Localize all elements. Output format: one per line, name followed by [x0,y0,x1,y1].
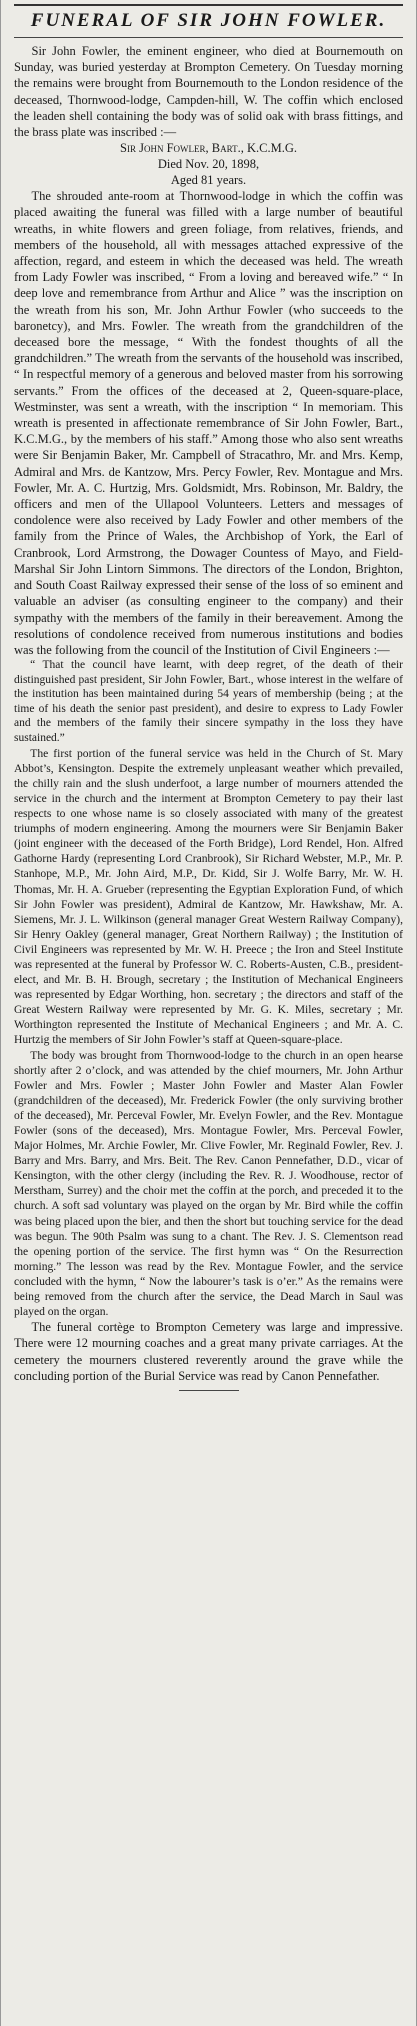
paragraph-cortege: The funeral cortège to Brompton Cemetery was large and impressive. There were 12 mourning coaches and a great many private carriages. At the cemetery the mourners clustered reverently around the grave while the concluding portion of the Burial Service was read by Canon Pennefather. [14,1320,403,1383]
paragraph-resolution: “ That the council have learnt, with deep regret, of the death of their distinguished past president, Sir John Fowler, Bart., whose interest in the welfare of the institution has been maintained during 54 years of membership (being ; at the time of his death the senior past president), and desire to express to Lady Fowler and the members of the family their sincere sympathy in the loss they have sustained.” [14,659,403,745]
top-rule [14,4,403,6]
article-title: FUNERAL OF SIR JOHN FOWLER. [30,10,387,31]
paragraph-wreaths: The shrouded ante-room at Thornwood-lodge in which the coffin was placed awaiting the funeral was filled with a large number of beautiful wreaths, in white flowers and green foliage, from relatives, friends, and members of the household, all with messages attached expressive of the affection, regard, and esteem in which the deceased was held. The wreath from Lady Fowler was inscribed, “ From a loving and bereaved wife.” “ In deep love and remembrance from Arthur and Alice ” was the inscription on the wreath from his son, Mr. John Arthur Fowler (who succeeds to the baronetcy), and Mrs. Fowler. The wreath from the grandchildren of the deceased bore the message, “ With the fondest thoughts of all the grandchildren.” The wreath from the servants of the household was inscribed, “ In respectful memory of a generous and beloved master from his sorrowing servants.” From the offices of the deceased at 2, Queen-square-place, Westminster, was sent a wreath, with the inscription “ In memoriam. This wreath is presented in affectionate remembrance of Sir John Fowler, Bart., K.C.M.G., by the members of his staff.” Among those who also sent wreaths were Sir Benjamin Baker, Mr. Campbell of Stracathro, Mr. and Mrs. Kemp, Admiral and Mrs. de Kantzow, Mrs. Percy Fowler, Rev. Montague and Mrs. Fowler, Mr. A. C. Hurtzig, Mrs. Goldsmidt, Mrs. Robinson, Mr. Baldry, the officers and men of the Ullapool Volunteers. Letters and messages of condolence were also received by Lady Fowler and other members of the family from the Prince of Wales, the Archbishop of York, the Earl of Cranbrook, Lord Armstrong, the Dowager Countess of Mayo, and Field-Marshal Sir John Lintorn Simmons. The directors of the London, Brighton, and South Coast Railway expressed their sense of the loss of so eminent and valuable an adviser (as consulting engineer to the company) and their sympathy with the members of the family in their bereavement. Among the resolutions of condolence received from numerous institutions and bodies was the following from the council of the Institution of Civil Engineers :— [14,189,403,657]
plate-name: Sir John Fowler, Bart., K.C.M.G. [120,141,297,156]
coffin-plate-inscription [14,140,403,188]
plate-age: Aged 81 years. [170,173,247,188]
paragraph-mourners: The first portion of the funeral service was held in the Church of St. Mary Abbot’s, Kensington. Despite the extremely unpleasant weather which prevailed, the chilly rain and the slush underfoot, a large number of mourners attended the service in the church and the interment at Brompton Cemetery to pay their last respects to one whose name is so closely associated with many of the greatest triumphs of modern engineering. Among the mourners were Sir Benjamin Baker (joint engineer with the deceased of the Forth Bridge), Lord Rendel, Hon. Alfred Gathorne Hardy (representing Lord Cranbrook), Sir Richard Webster, M.P., Mr. P. Stanhope, M.P., Mr. John Aird, M.P., Dr. Kidd, Sir J. Wolfe Barry, Mr. W. H. Thomas, Mr. H. A. Grueber (representing the Egyptian Exploration Fund, of which Sir John Fowler was president), Admiral de Kantzow, Mr. Hawkshaw, Mr. A. Siemens, Mr. J. L. Wilkinson (general manager Great Western Railway Company), Sir Henry Oakley (general manager, Great Northern Railway) ; the Institution of Civil Engineers was represented by Mr. W. H. Preece ; the Iron and Steel Institute was represented at the funeral by Professor W. C. Roberts-Austen, C.B., president-elect, and Mr. B. H. Brough, secretary ; the Institution of Mechanical Engineers was represented by Edgar Worthing, hon. secretary ; the directors and staff of the Great Western Railway were represented by Mr. G. K. Miles, secretary ; Mr. Worthington represented the Institute of Mechanical Engineers ; and Mr. A. C. Hurtzig the members of Sir John Fowler’s staff at Queen-square-place. [14,746,403,1047]
paragraph-intro: Sir John Fowler, the eminent engineer, who died at Bournemouth on Sunday, was buried yesterday at Brompton Cemetery. On Tuesday morning the remains were brought from Bournemouth to the London residence of the deceased, Thornwood-lodge, Campden-hill, W. The coffin which enclosed the leaden shell containing the body was of solid oak with brass fittings, and the brass plate was inscribed :— [14,44,403,140]
paragraph-service: The body was brought from Thornwood-lodge to the church in an open hearse shortly after 2 o’clock, and was attended by the chief mourners, Mr. John Arthur Fowler and Mrs. Fowler ; Master John Fowler and Master Alan Fowler (grandchildren of the deceased), Mr. Frederick Fowler (the only surviving brother of the deceased), Mr. Perceval Fowler, Mr. Evelyn Fowler, and the Rev. Montague Fowler (sons of the deceased), Mrs. Montague Fowler, Mrs. Perceval Fowler, Major Holmes, Mr. Archie Fowler, Mr. Clive Fowler, Mr. Reginald Fowler, Rev. J. Barry and Mrs. Barry, and Mrs. Beit. The Rev. Canon Pennefather, D.D., vicar of Kensington, with the other clergy (including the Rev. R. J. Woodhouse, rector of Merstham, Surrey) and the choir met the coffin at the porch, and preceded it to the church. A soft sad voluntary was played on the organ by Mr. Bird while the coffin was being placed upon the bier, and then the short but touching service for the dead was begun. The 90th Psalm was sung to a chant. The Rev. J. S. Clementson read the opening portion of the service. The first hymn was “ On the Resurrection morning.” The lesson was read by the Rev. Montague Fowler, and the service concluded with the hymn, “ Now the labourer’s task is o’er.” As the remains were being removed from the church after the service, the Dead March in Saul was played on the organ. [14,1048,403,1319]
end-rule [179,1390,239,1391]
title-rule [14,37,403,38]
plate-died: Died Nov. 20, 1898, [157,157,260,172]
